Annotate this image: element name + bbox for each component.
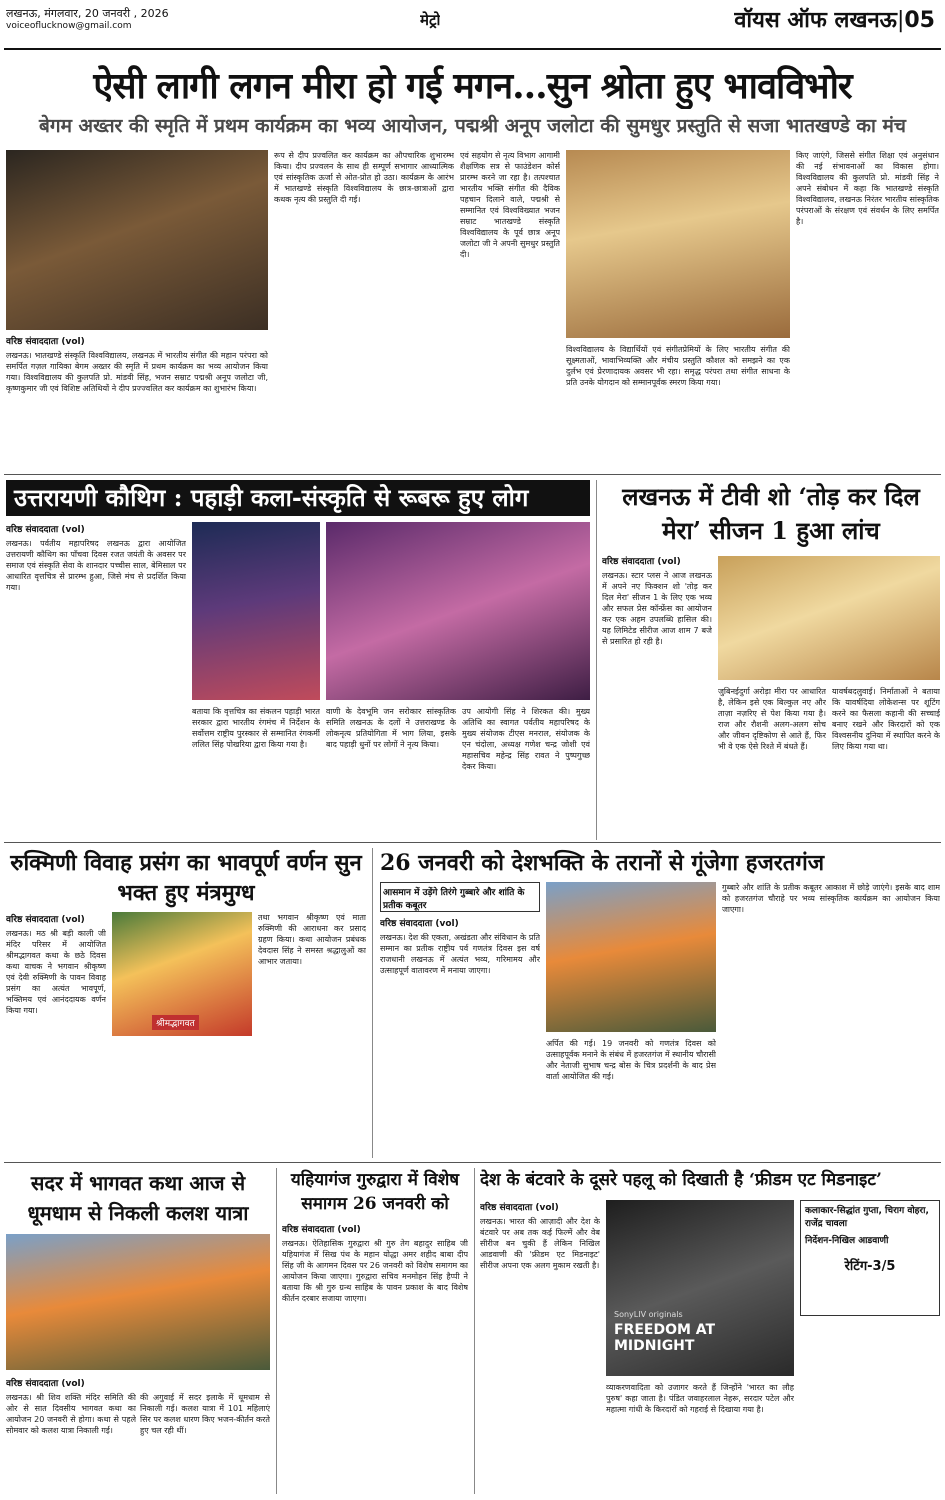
story3-photo-cast <box>718 556 940 680</box>
story3-body-c: यावर्षबदलुवाई। निर्माताओं ने बताया कि यावर्षदिया लोकेशन्स पर शूटिंग करने का फैसला कहानी की सच्चाई बनाए रखने और किरदारों को एक विश्वसनीय दुनिया में स्थापित करने के लिए किया गया था। <box>832 687 940 751</box>
column-divider <box>474 1168 475 1494</box>
date-text: लखनऊ, मंगलवार, 20 जनवरी , 2026 <box>6 7 169 20</box>
story8-body-b: व्याकरणवादिता को उजागर करते हैं जिन्होंने 'भारत का लौह पुरुष' कहा जाता है। पंडित जवाहरलाल नेहरू, सरदार पटेल और महात्मा गांधी के किरदारों को गहराई से दिखाया गया है। <box>606 1383 794 1414</box>
story3-headline: लखनऊ में टीवी शो ‘तोड़ कर दिल मेरा’ सीजन 1 हुआ लांच <box>622 482 920 545</box>
divider <box>4 474 941 475</box>
story2-photo-singer <box>192 522 320 700</box>
section-name: मेट्रो <box>420 11 441 29</box>
story4-headline: रुक्मिणी विवाह प्रसंग का भावपूर्ण वर्णन सुन भक्त हुए मंत्रमुग्ध <box>10 850 362 906</box>
story5-byline: वरिष्ठ संवाददाता (vol) <box>380 919 459 929</box>
story5-body-c: गुब्बारे और शांति के प्रतीक कबूतर आकाश में छोड़े जाएंगे। इसके बाद शाम को हजरतगंज चौराहे पर भव्य सांस्कृतिक कार्यक्रम का आयोजन किया जाएगा। <box>722 883 940 914</box>
date-line <box>6 6 169 31</box>
story2-body-c: वाणी के देवभूमि जन सरोकार सांस्कृतिक समिति लखनऊ के दलों ने उत्तराखण्ड के लोकनृत्य प्रतियोगिता में भाग लिया, इसके बाद पहाड़ी धुनों पर लोगों ने नृत्य किया। <box>326 707 456 749</box>
story4-photo-idols <box>112 912 252 1036</box>
story1-body-e: किए जाएंगे, जिससे संगीत शिक्षा एवं अनुसंधान की नई संभावनाओं का विकास होगा। विश्वविद्यालय की कुलपति प्रो. मांडवी सिंह ने अपने संबोधन में कहा कि भातखण्डे संस्कृति विश्वविद्यालय, लखनऊ निरंतर भारतीय सांस्कृतिक परंपराओं के संरक्षण एवं संवर्धन के लिए समर्पित है। <box>796 151 939 226</box>
column-divider <box>596 480 597 840</box>
story1-body-b: रूप से दीप प्रज्वलित कर कार्यक्रम का औपचारिक शुभारम्भ किया। दीप प्रज्वलन के साथ ही सम्पूर्ण सभागार आध्यात्मिक एवं सांस्कृतिक ऊर्जा से ओत-प्रोत हो उठा। कार्यक्रम के आरंभ में भातखण्डे संस्कृति विश्वविद्यालय के छात्र-छात्राओं द्वारा कथक नृत्य की प्रस्तुति दी गई। <box>274 151 454 204</box>
story8-body-a: लखनऊ। भारत की आज़ादी और देश के बंटवारे पर अब तक कई फिल्में और वेब सीरीज बन चुकी हैं लेकिन निखिल आडवाणी की 'फ्रीडम एट मिडनाइट' सीरीज अपना एक अलग मुकाम रखती है। <box>480 1217 600 1270</box>
story4-body-a: लखनऊ। मठ श्री बड़ी काली जी मंदिर परिसर में आयोजित श्रीमद्भागवत कथा के छठे दिवस कथा वाचक ने भगवान श्रीकृष्ण एवं देवी रुक्मिणी के पावन विवाह प्रसंग का अत्यंत भावपूर्ण, भक्तिमय एवं आनंददायक वर्णन किया गया। <box>6 929 106 1015</box>
story1-headline: ऐसी लागी लगन मीरा हो गई मगन...सुन श्रोता हुए भावविभोर <box>93 65 852 107</box>
masthead-rule <box>4 48 941 50</box>
story5-body-a: लखनऊ। देश की एकता, अखंडता और संविधान के प्रति सम्मान का प्रतीक राष्ट्रीय पर्व गणतंत्र दिवस इस वर्ष राजधानी लखनऊ में अत्यंत भव्य, गरिमामय और उत्साहपूर्ण वातावरण में मनाया जाएगा। <box>380 933 540 975</box>
story7-headline: यहियागंज गुरुद्वारा में विशेष समागम 26 जनवरी को <box>290 1170 460 1214</box>
story1-byline: वरिष्ठ संवाददाता (vol) <box>6 337 85 347</box>
story6-photo-procession <box>6 1234 270 1370</box>
story2-byline: वरिष्ठ संवाददाता (vol) <box>6 525 85 535</box>
story4-body-b: तथा भगवान श्रीकृष्ण एवं माता रुक्मिणी की आराधना कर प्रसाद ग्रहण किया। कथा आयोजन प्रबंधक देवदास सिंह ने समस्त श्रद्धालुओं का आभार जताया। <box>258 913 366 966</box>
story1-subhead: बेगम अख्तर की स्मृति में प्रथम कार्यक्रम का भव्य आयोजन, पद्मश्री अनूप जलोटा की सुमधुर प्रस्तुति से सजा भातखण्डे का मंच <box>39 115 906 137</box>
story4-image-label: श्रीमद्भागवत <box>152 1015 199 1030</box>
story8-poster <box>606 1200 794 1376</box>
paper-name: वॉयस ऑफ लखनऊ|05 <box>734 8 935 33</box>
story2-photo-dancers <box>326 522 590 700</box>
story1-photo-felicitation <box>566 150 790 338</box>
story7-body-a: लखनऊ। ऐतिहासिक गुरुद्वारा श्री गुरु तेग बहादुर साहिब जी यहियागंज में सिख पंथ के महान योद्धा अमर शहीद बाबा दीप सिंह जी के आगमन दिवस पर 26 जनवरी को विशेष समागम का आयोजन किया जाएगा। गुरुद्वारा सचिव मनमोहन सिंह हैप्पी ने बताया कि श्री गुरु ग्रन्थ साहिब के पावन प्रकाश के बाद विशेष कीर्तन दरबार सजाया जाएगा। <box>282 1239 468 1303</box>
story3-body-b: जुबिनईदुर्गा अरोड़ा मीरा पर आधारित है, लेकिन इसे एक बिल्कुल नए और ताज़ा नज़रिए से पेश किया गया है। राज और रौशनी अलग-अलग सोच और जीवन दृष्टिकोण से आते हैं, फिर भी वे एक ऐसे रिश्ते में बंधते हैं। <box>718 687 826 751</box>
story2-body-d: उप आयोगी सिंह ने शिरकत की। मुख्य अतिथि का स्वागत पर्वतीय महापरिषद के मुख्य संयोजक टीएस मनराल, संयोजक के एन चंदोला, अध्यक्ष गणेश चन्द्र जोशी एवं महासचिव महेन्द्र सिंह रावत ने पुष्पगुच्छ देकर किया। <box>462 707 590 771</box>
story6-body-b: की अगुवाई में सदर इलाके में धूमधाम से निकाली गई। कलश यात्रा में 101 महिलाएं सिर पर कलश धारण किए भजन-कीर्तन करते हुए चल रही थीं। <box>140 1393 270 1435</box>
page-number: 05 <box>904 8 935 33</box>
credit-cast: कलाकार-सिद्धांत गुप्ता, चिराग वोहरा, राजेंद्र चावला <box>805 1206 929 1229</box>
story8-headline: देश के बंटवारे के दूसरे पहलू को दिखाती है ‘फ्रीडम एट मिडनाइट’ <box>480 1170 882 1190</box>
story2-body-a: लखनऊ। पर्वतीय महापरिषद लखनऊ द्वारा आयोजित उत्तरायणी कौथिग का पाँचवा दिवस रजत जयंती के अवसर पर समाज एवं संस्कृति सेवा के शानदार पच्चीस साल, बेमिसाल पर आधारित वृत्तचित्र से प्रारम्भ हुआ, जिसे मंच से प्रदर्शित किया गया। <box>6 539 186 592</box>
story7-byline: वरिष्ठ संवाददाता (vol) <box>282 1225 361 1235</box>
story1-body-d: विश्वविद्यालय के विद्यार्थियों एवं संगीतप्रेमियों के लिए भारतीय संगीत की सूक्ष्मताओं, भावाभिव्यक्ति और मंचीय प्रस्तुति कौशल को समझने का एक दुर्लभ एवं प्रेरणादायक अवसर भी रहा। समृद्ध परंपरा तथा संगीत साधना के प्रति उनके योगदान को सम्मानपूर्वक स्मरण किया गया। <box>566 345 790 387</box>
story2-headline: उत्तरायणी कौथिग : पहाड़ी कला-संस्कृति से रूबरू हुए लोग <box>6 480 590 516</box>
credit-director: निर्देशन-निखिल आडवाणी <box>805 1236 889 1246</box>
story1-body-a: लखनऊ। भातखण्डे संस्कृति विश्वविद्यालय, लखनऊ में भारतीय संगीत की महान परंपरा को समर्पित गज़ल गायिका बेगम अख्तर की स्मृति में प्रथम कार्यक्रम का भव्य आयोजन किया गया। विश्वविद्यालय की कुलपति प्रो. मांडवी सिंह, भजन सम्राट पद्मश्री अनूप जलोटा जी, कृष्णकुमार जी एवं विशिष्ट अतिथियों ने दीप प्रज्ज्वलित कर कार्यक्रम का शुभारंभ किया। <box>6 351 268 393</box>
story1-body-c: एवं सहयोग से नृत्य विभाग आगामी शैक्षणिक सत्र से फाउंडेशन कोर्स प्रारम्भ करने जा रहा है। तत्पश्चात भारतीय भक्ति संगीत की दैविक पहचान दिलाने वाले, पद्मश्री से सम्मानित एवं विश्वविख्यात भजन सम्राट भातखण्डे संस्कृति विश्वविद्यालय के पूर्व छात्र अनूप जलोटा जी ने अपनी सुमधुर प्रस्तुति दी। <box>460 151 560 259</box>
story1-photo-musicians <box>6 150 268 330</box>
column-divider <box>276 1168 277 1494</box>
story3-body-a: लखनऊ। स्टार प्लस ने आज लखनऊ में अपने नए फिक्शन शो 'तोड़ कर दिल मेरा' सीजन 1 के लिए एक भव्य और सफल प्रेस कॉन्फ्रेंस का आयोजन कर एक अहम उपलब्धि हासिल की। यह लिमिटेड सीरीज आज शाम 7 बजे से प्रसारित हो रही है। <box>602 571 712 646</box>
story5-body-b: अर्पित की गई। 19 जनवरी को गणतंत्र दिवस को उत्साहपूर्वक मनाने के संबंध में हजरतगंज में स्थानीय चौरासी और नेताजी सुभाष चन्द्र बोस के चित्र प्रदर्शनी के बाद प्रेस वार्ता आयोजित की गई। <box>546 1039 716 1081</box>
story5-kicker: आसमान में उड़ेंगे तिरंगे गुब्बारे और शांति के प्रतीक कबूतर <box>380 882 540 912</box>
story3-byline: वरिष्ठ संवाददाता (vol) <box>602 557 681 567</box>
story2-body-b: बताया कि वृत्तचित्र का संकलन पहाड़ी भारत सरकार द्वारा भारतीय रंगमंच में निर्देशन के सर्वोत्तम राष्ट्रीय पुरस्कार से सम्मानित रंगकर्मी ललित सिंह पोखरिया द्वारा किया गया है। <box>192 707 320 749</box>
story6-byline: वरिष्ठ संवाददाता (vol) <box>6 1379 85 1389</box>
rating: रेटिंग-3/5 <box>844 1259 896 1274</box>
email-text: voiceoflucknow@gmail.com <box>6 21 132 31</box>
story4-byline: वरिष्ठ संवाददाता (vol) <box>6 915 85 925</box>
poster-small-text: SonyLIV originals <box>614 1310 683 1319</box>
divider <box>4 842 941 843</box>
story8-byline: वरिष्ठ संवाददाता (vol) <box>480 1203 559 1213</box>
poster-title: FREEDOM AT MIDNIGHT <box>614 1322 716 1354</box>
paper-title: वॉयस ऑफ लखनऊ <box>734 8 897 33</box>
story5-photo-press <box>546 882 716 1032</box>
story8-review-box <box>800 1200 940 1316</box>
story6-headline: सदर में भागवत कथा आज से धूमधाम से निकली कलश यात्रा <box>27 1171 249 1225</box>
story5-headline: 26 जनवरी को देशभक्ति के तरानों से गूंजेगा हजरतगंज <box>380 850 825 876</box>
column-divider <box>372 848 373 1158</box>
divider <box>4 1162 941 1163</box>
story6-body-a: लखनऊ। श्री शिव शक्ति मंदिर समिति की ओर से सात दिवसीय भागवत कथा का आयोजन 20 जनवरी से होगा। कथा से पहले सोमवार को कलश यात्रा निकाली गई। <box>6 1393 136 1435</box>
